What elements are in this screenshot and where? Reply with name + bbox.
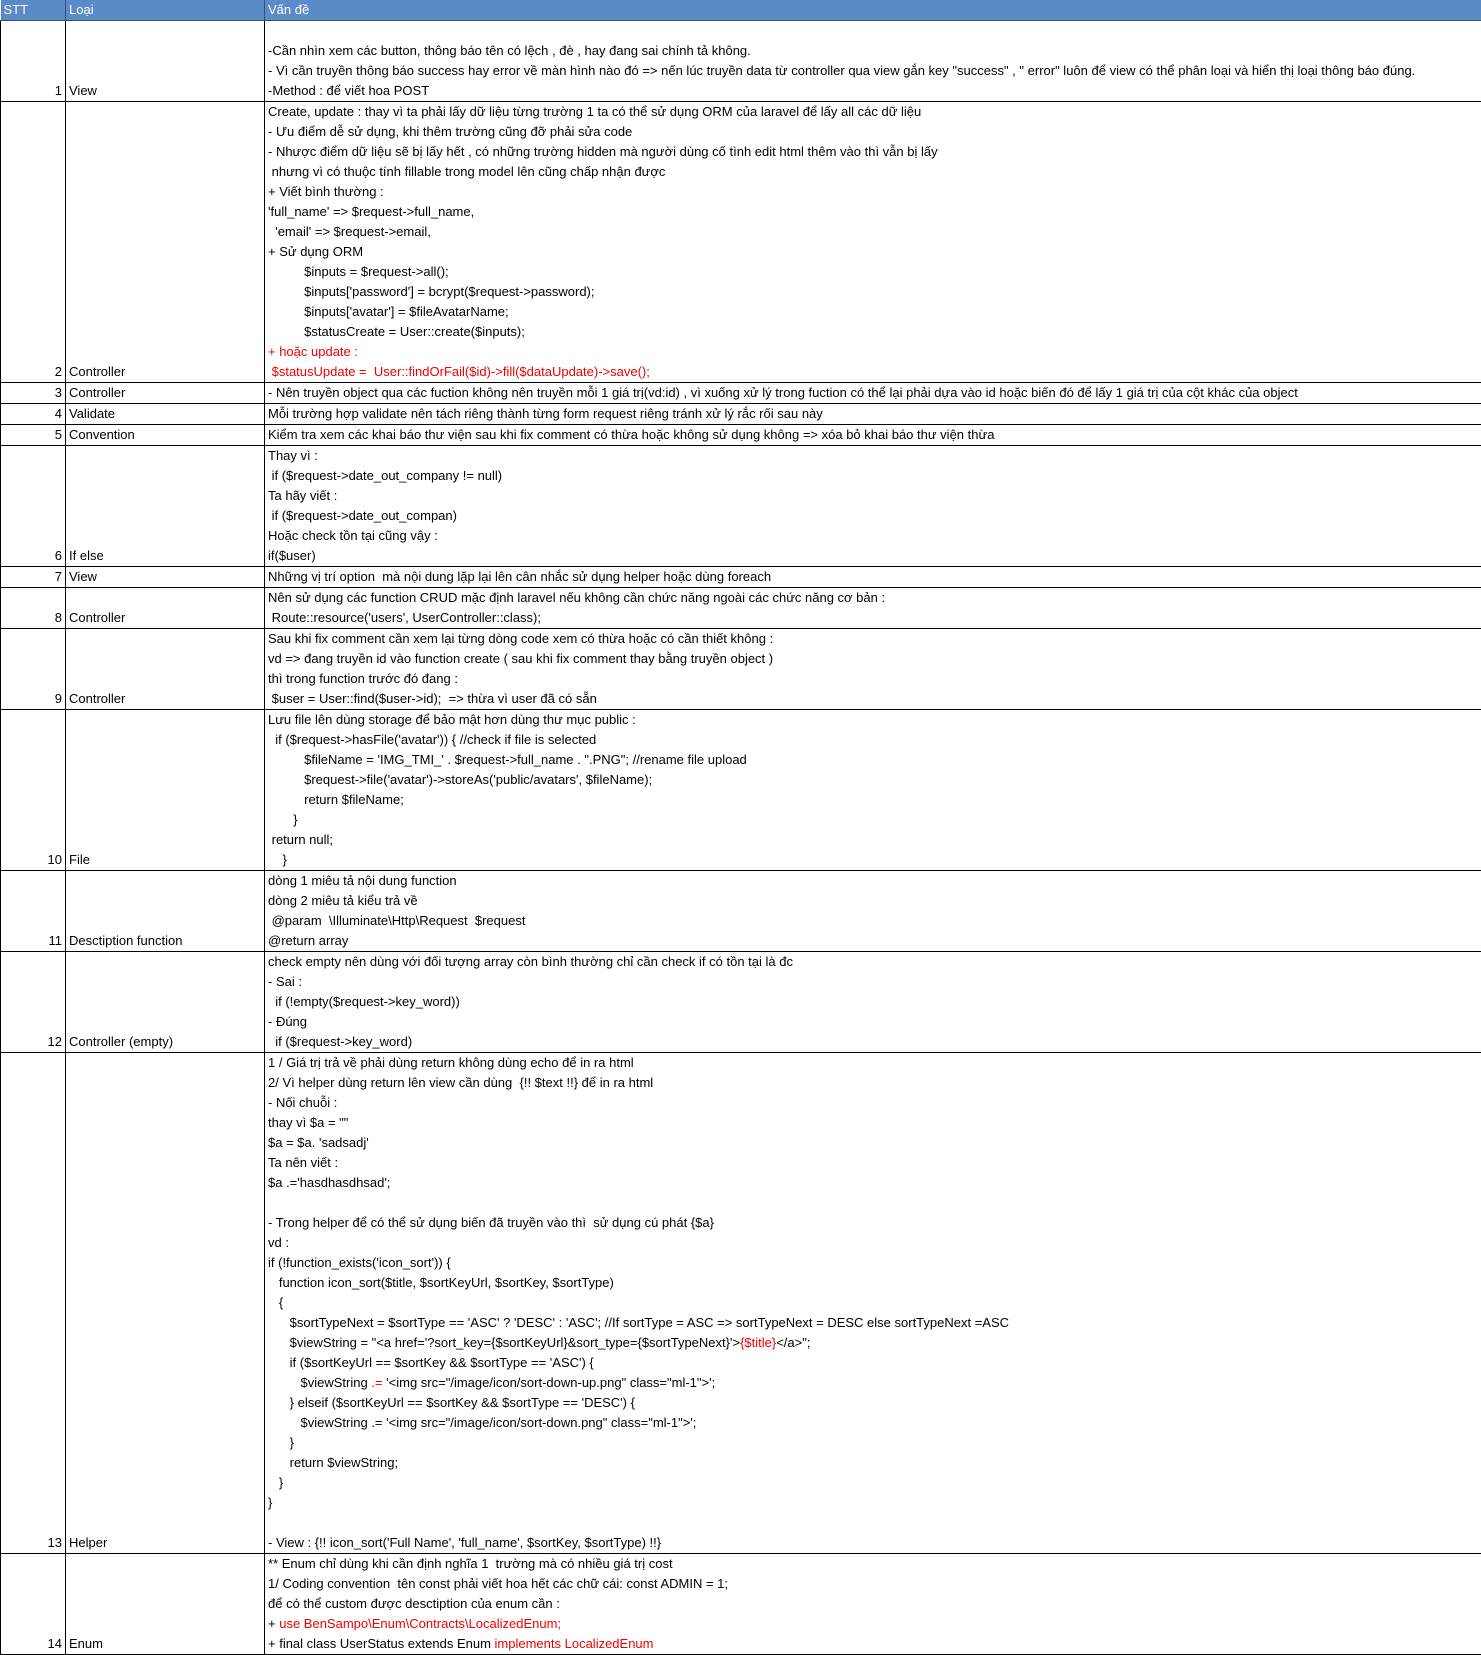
highlighted-text: implements LocalizedEnum <box>495 1636 654 1651</box>
cell-issue[interactable] <box>265 567 1481 588</box>
line-text: { <box>268 1295 283 1310</box>
line-text: $statusCreate = User::create($inputs); <box>268 324 525 339</box>
table-row <box>1 871 1481 952</box>
issue-line <box>268 282 1478 302</box>
issue-line <box>268 1614 1478 1634</box>
cell-type[interactable]: Desctiption function <box>66 871 265 952</box>
line-text: if (!empty($request->key_word)) <box>268 994 460 1009</box>
line-text: </a>"; <box>776 1335 810 1350</box>
highlighted-text: .= <box>371 1375 382 1390</box>
issue-line <box>268 182 1478 202</box>
issue-line <box>268 446 1478 466</box>
line-text: if ($request->date_out_company != null) <box>268 468 502 483</box>
issue-line <box>268 526 1478 546</box>
cell-stt[interactable]: 6 <box>1 446 66 567</box>
table-row <box>1 629 1481 710</box>
cell-type[interactable]: Controller <box>66 102 265 383</box>
line-text: $inputs = $request->all(); <box>268 264 449 279</box>
cell-stt[interactable]: 4 <box>1 404 66 425</box>
line-text: dòng 2 miêu tả kiểu trả về <box>268 893 418 908</box>
line-text: $inputs['password'] = bcrypt($request->password); <box>268 284 595 299</box>
cell-type[interactable]: File <box>66 710 265 871</box>
issue-line <box>268 850 1478 870</box>
issue-line <box>268 1293 1478 1313</box>
cell-type[interactable]: Controller <box>66 588 265 629</box>
table-row <box>1 1053 1481 1554</box>
cell-issue[interactable] <box>265 404 1481 425</box>
cell-type[interactable]: Controller <box>66 383 265 404</box>
header-type[interactable]: Loại <box>66 0 265 21</box>
line-text: $viewString = "<a href='?sort_key={$sortKeyUrl}&sort_type={$sortTypeNext}'> <box>268 1335 740 1350</box>
table-row <box>1 404 1481 425</box>
cell-issue[interactable] <box>265 102 1481 383</box>
table-row <box>1 710 1481 871</box>
line-text: @return array <box>268 933 348 948</box>
issue-line <box>268 1594 1478 1614</box>
issue-line <box>268 669 1478 689</box>
line-text: Mỗi trường hợp validate nên tách riêng thành từng form request riêng tránh xử lý rắc rối sau này <box>268 406 823 421</box>
cell-type[interactable]: View <box>66 21 265 102</box>
cell-stt[interactable]: 13 <box>1 1053 66 1554</box>
line-text: function icon_sort($title, $sortKeyUrl, $sortKey, $sortType) <box>268 1275 614 1290</box>
line-text: Những vị trí option mà nội dung lặp lại lên cân nhắc sử dụng helper hoặc dùng foreach <box>268 569 771 584</box>
issue-line <box>268 102 1478 122</box>
issue-line <box>268 302 1478 322</box>
line-text: Kiểm tra xem các khai báo thư viện sau khi fix comment có thừa hoặc không sử dụng không => xóa bỏ khai báo thư viện thừa <box>268 427 994 442</box>
line-text: Hoặc check tồn tại cũng vậy : <box>268 528 438 543</box>
cell-issue[interactable] <box>265 871 1481 952</box>
issue-line <box>268 992 1478 1012</box>
issue-line <box>268 81 1478 101</box>
table-row <box>1 102 1481 383</box>
cell-issue[interactable] <box>265 1053 1481 1554</box>
line-text: check empty nên dùng với đối tượng array còn bình thường chỉ cần check if có tồn tại là đc <box>268 954 793 969</box>
cell-issue[interactable] <box>265 383 1481 404</box>
issue-line <box>268 1073 1478 1093</box>
line-text: - Nên truyền object qua các fuction không nên truyền mỗi 1 giá trị(vd:id) , vì xuống xử lý trong fuction có thể lại phải dựa vào id hoặc biến đó để lấy 1 giá trị của cột khác của object <box>268 385 1298 400</box>
cell-stt[interactable]: 12 <box>1 952 66 1053</box>
line-text: - Ưu điểm dễ sử dụng, khi thêm trường cũng đỡ phải sửa code <box>268 124 632 139</box>
line-text: } <box>268 852 287 867</box>
line-text: Lưu file lên dùng storage để bảo mật hơn dùng thư mục public : <box>268 712 636 727</box>
line-text: $a .='hasdhasdhsad'; <box>268 1175 390 1190</box>
issue-line <box>268 342 1478 362</box>
issue-line <box>268 1213 1478 1233</box>
header-issue[interactable]: Vấn đề <box>265 0 1481 21</box>
line-text: Sau khi fix comment cần xem lại từng dòng code xem có thừa hoặc có cần thiết không : <box>268 631 773 646</box>
line-text: if ($sortKeyUrl == $sortKey && $sortType == 'ASC') { <box>268 1355 594 1370</box>
line-text: return null; <box>268 832 333 847</box>
issue-line <box>268 830 1478 850</box>
line-text: $fileName = 'IMG_TMI_' . $request->full_name . ".PNG"; //rename file upload <box>268 752 747 767</box>
line-text: thay vì $a = "" <box>268 1115 348 1130</box>
issue-line <box>268 649 1478 669</box>
issue-line <box>268 383 1478 403</box>
cell-stt[interactable]: 3 <box>1 383 66 404</box>
issue-line <box>268 486 1478 506</box>
issue-line <box>268 1373 1478 1393</box>
table-row <box>1 446 1481 567</box>
line-text: $request->file('avatar')->storeAs('public/avatars', $fileName); <box>268 772 652 787</box>
highlighted-text: use BenSampo\Enum\Contracts\LocalizedEnum; <box>279 1616 561 1631</box>
line-text: if (!function_exists('icon_sort')) { <box>268 1255 451 1270</box>
line-text: Thay vì : <box>268 448 318 463</box>
issue-line <box>268 750 1478 770</box>
issue-line <box>268 891 1478 911</box>
line-text: - View : {!! icon_sort('Full Name', 'full_name', $sortKey, $sortType) !!} <box>268 1535 661 1550</box>
cell-type[interactable]: Validate <box>66 404 265 425</box>
line-text: 'full_name' => $request->full_name, <box>268 204 474 219</box>
table-row <box>1 383 1481 404</box>
issue-line <box>268 142 1478 162</box>
cell-issue[interactable] <box>265 21 1481 102</box>
line-text: $sortTypeNext = $sortType == 'ASC' ? 'DESC' : 'ASC'; //If sortType = ASC => sortTypeNext = DESC else sortTypeNext =ASC <box>268 1315 1009 1330</box>
line-text: dòng 1 miêu tả nội dung function <box>268 873 457 888</box>
line-text: '<img src="/image/icon/sort-down-up.png" class="ml-1">'; <box>383 1375 716 1390</box>
line-text: Ta hãy viết : <box>268 488 337 503</box>
line-text: ** Enum chỉ dùng khi cần định nghĩa 1 trường mà có nhiều giá trị cost <box>268 1556 673 1571</box>
issue-line <box>268 1493 1478 1513</box>
table-row <box>1 425 1481 446</box>
line-text: + <box>268 1616 279 1631</box>
cell-stt[interactable]: 1 <box>1 21 66 102</box>
issue-line <box>268 262 1478 282</box>
issue-line <box>268 1193 1478 1213</box>
issue-line <box>268 1453 1478 1473</box>
issue-line <box>268 1433 1478 1453</box>
issue-line <box>268 689 1478 709</box>
line-text: 1/ Coding convention tên const phải viết hoa hết các chữ cái: const ADMIN = 1; <box>268 1576 728 1591</box>
line-text: vd => đang truyền id vào function create ( sau khi fix comment thay bằng truyền object ) <box>268 651 773 666</box>
issue-line <box>268 122 1478 142</box>
cell-stt[interactable]: 9 <box>1 629 66 710</box>
line-text: 'email' => $request->email, <box>268 224 431 239</box>
cell-stt[interactable]: 7 <box>1 567 66 588</box>
line-text: $viewString .= '<img src="/image/icon/sort-down.png" class="ml-1">'; <box>268 1415 696 1430</box>
line-text: - Đúng <box>268 1014 307 1029</box>
issue-line <box>268 710 1478 730</box>
issue-line <box>268 911 1478 931</box>
issue-line <box>268 546 1478 566</box>
line-text: Create, update : thay vì ta phải lấy dữ liệu từng trường 1 ta có thể sử dụng ORM của laravel để lấy all các dữ liệu <box>268 104 921 119</box>
issue-line <box>268 770 1478 790</box>
issue-line <box>268 425 1478 445</box>
issue-line <box>268 1253 1478 1273</box>
highlighted-text: {$title} <box>740 1335 776 1350</box>
cell-issue[interactable] <box>265 629 1481 710</box>
issue-line <box>268 1032 1478 1052</box>
issue-line <box>268 871 1478 891</box>
issue-line <box>268 41 1478 61</box>
issue-line <box>268 61 1478 81</box>
cell-stt[interactable]: 11 <box>1 871 66 952</box>
table-row <box>1 952 1481 1053</box>
line-text: return $viewString; <box>268 1455 398 1470</box>
issue-line <box>268 1574 1478 1594</box>
cell-issue[interactable] <box>265 446 1481 567</box>
header-row <box>1 0 1481 21</box>
cell-issue[interactable] <box>265 952 1481 1053</box>
issue-line <box>268 1513 1478 1533</box>
cell-stt[interactable]: 14 <box>1 1554 66 1655</box>
line-text: vd : <box>268 1235 289 1250</box>
line-text: if ($request->hasFile('avatar')) { //check if file is selected <box>268 732 596 747</box>
table-body <box>1 21 1481 1655</box>
issue-line <box>268 730 1478 750</box>
line-text: } <box>268 1475 283 1490</box>
issue-line <box>268 790 1478 810</box>
table-row <box>1 588 1481 629</box>
cell-type[interactable]: Convention <box>66 425 265 446</box>
line-text: $inputs['avatar'] = $fileAvatarName; <box>268 304 509 319</box>
line-text: thì trong function trước đó đang : <box>268 671 458 686</box>
line-text: 1 / Giá trị trả về phải dùng return không dùng echo để in ra html <box>268 1055 634 1070</box>
cell-issue[interactable] <box>265 425 1481 446</box>
cell-stt[interactable]: 8 <box>1 588 66 629</box>
cell-type[interactable]: Controller <box>66 629 265 710</box>
line-text: } <box>268 1495 272 1510</box>
line-text: } <box>268 812 298 827</box>
cell-type[interactable]: View <box>66 567 265 588</box>
issue-line <box>268 1093 1478 1113</box>
cell-stt[interactable]: 2 <box>1 102 66 383</box>
issue-line <box>268 1012 1478 1032</box>
issue-line <box>268 162 1478 182</box>
issue-line <box>268 1233 1478 1253</box>
issue-line <box>268 1554 1478 1574</box>
line-text: if ($request->key_word) <box>268 1034 412 1049</box>
issue-line <box>268 506 1478 526</box>
cell-type[interactable]: If else <box>66 446 265 567</box>
issue-line <box>268 1173 1478 1193</box>
issue-line <box>268 567 1478 587</box>
issue-line <box>268 608 1478 628</box>
cell-issue[interactable] <box>265 710 1481 871</box>
cell-type[interactable]: Helper <box>66 1053 265 1554</box>
table-row <box>1 21 1481 102</box>
issue-line <box>268 404 1478 424</box>
issue-line <box>268 1133 1478 1153</box>
issue-line <box>268 1634 1478 1654</box>
line-text: Ta nên viết : <box>268 1155 338 1170</box>
line-text: nhưng vì có thuộc tính fillable trong model lên cũng chấp nhận được <box>268 164 665 179</box>
issue-line <box>268 931 1478 951</box>
line-text: Nên sử dụng các function CRUD mặc định laravel nếu không cần chức năng ngoài các chức năng cơ bản : <box>268 590 885 605</box>
line-text: - Nhược điểm dữ liệu sẽ bị lấy hết , có những trường hidden mà người dùng cố tình edit html thêm vào thì vẫn bị lấy <box>268 144 938 159</box>
line-text: + Sử dụng ORM <box>268 244 363 259</box>
issue-line <box>268 972 1478 992</box>
issue-line <box>268 1313 1478 1333</box>
cell-issue[interactable] <box>265 1554 1481 1655</box>
issue-line <box>268 1153 1478 1173</box>
issue-line <box>268 810 1478 830</box>
issue-line <box>268 322 1478 342</box>
line-text: } <box>268 1435 294 1450</box>
line-text: - Trong helper để có thể sử dụng biến đã truyền vào thì sử dụng cú phát {$a} <box>268 1215 714 1230</box>
line-text: return $fileName; <box>268 792 404 807</box>
issue-line <box>268 1053 1478 1073</box>
issue-line <box>268 21 1478 41</box>
issue-line <box>268 222 1478 242</box>
issue-line <box>268 588 1478 608</box>
table-row <box>1 1554 1481 1655</box>
line-text: $user = User::find($user->id); => thừa vì user đã có sẵn <box>268 691 597 706</box>
line-text: } elseif ($sortKeyUrl == $sortKey && $sortType == 'DESC') { <box>268 1395 635 1410</box>
line-text: để có thể custom được desctiption của enum cần : <box>268 1596 560 1611</box>
cell-stt[interactable]: 10 <box>1 710 66 871</box>
issue-line <box>268 629 1478 649</box>
line-text: -Cần nhìn xem các button, thông báo tên có lệch , đè , hay đang sai chính tả không. <box>268 43 751 58</box>
line-text: @param \Illuminate\Http\Request $request <box>268 913 525 928</box>
line-text: if($user) <box>268 548 316 563</box>
issue-line <box>268 1533 1478 1553</box>
line-text: + Viết bình thường : <box>268 184 384 199</box>
cell-stt[interactable]: 5 <box>1 425 66 446</box>
line-text: if ($request->date_out_compan) <box>268 508 457 523</box>
line-text: $a = $a. 'sadsadj' <box>268 1135 369 1150</box>
line-text: + final class UserStatus extends Enum <box>268 1636 495 1651</box>
issue-line <box>268 1473 1478 1493</box>
issue-line <box>268 466 1478 486</box>
header-stt[interactable]: STT <box>1 0 66 21</box>
issue-line <box>268 1413 1478 1433</box>
line-text: 2/ Vì helper dùng return lên view cần dùng {!! $text !!} để in ra html <box>268 1075 653 1090</box>
table-row <box>1 567 1481 588</box>
line-text: $viewString <box>268 1375 371 1390</box>
issue-line <box>268 1113 1478 1133</box>
issue-line <box>268 362 1478 382</box>
issue-line <box>268 242 1478 262</box>
issue-line <box>268 1393 1478 1413</box>
cell-type[interactable]: Controller (empty) <box>66 952 265 1053</box>
issue-line <box>268 1273 1478 1293</box>
cell-issue[interactable] <box>265 588 1481 629</box>
issue-line <box>268 1353 1478 1373</box>
line-text: -Method : để viết hoa POST <box>268 83 429 98</box>
highlighted-text: $statusUpdate = User::findOrFail($id)->fill($dataUpdate)->save(); <box>268 364 650 379</box>
line-text: - Nối chuỗi : <box>268 1095 337 1110</box>
line-text: Route::resource('users', UserController::class); <box>268 610 541 625</box>
issue-line <box>268 202 1478 222</box>
issue-line <box>268 1333 1478 1353</box>
line-text: - Vì cần truyền thông báo success hay error về màn hình nào đó => nến lúc truyền data từ controller qua view gắn key "success" , " error" luôn để view có thể phân loại và hiển thị loại thông báo đúng. <box>268 63 1415 78</box>
highlighted-text: + hoặc update : <box>268 344 358 359</box>
cell-type[interactable]: Enum <box>66 1554 265 1655</box>
issue-line <box>268 952 1478 972</box>
line-text: - Sai : <box>268 974 302 989</box>
